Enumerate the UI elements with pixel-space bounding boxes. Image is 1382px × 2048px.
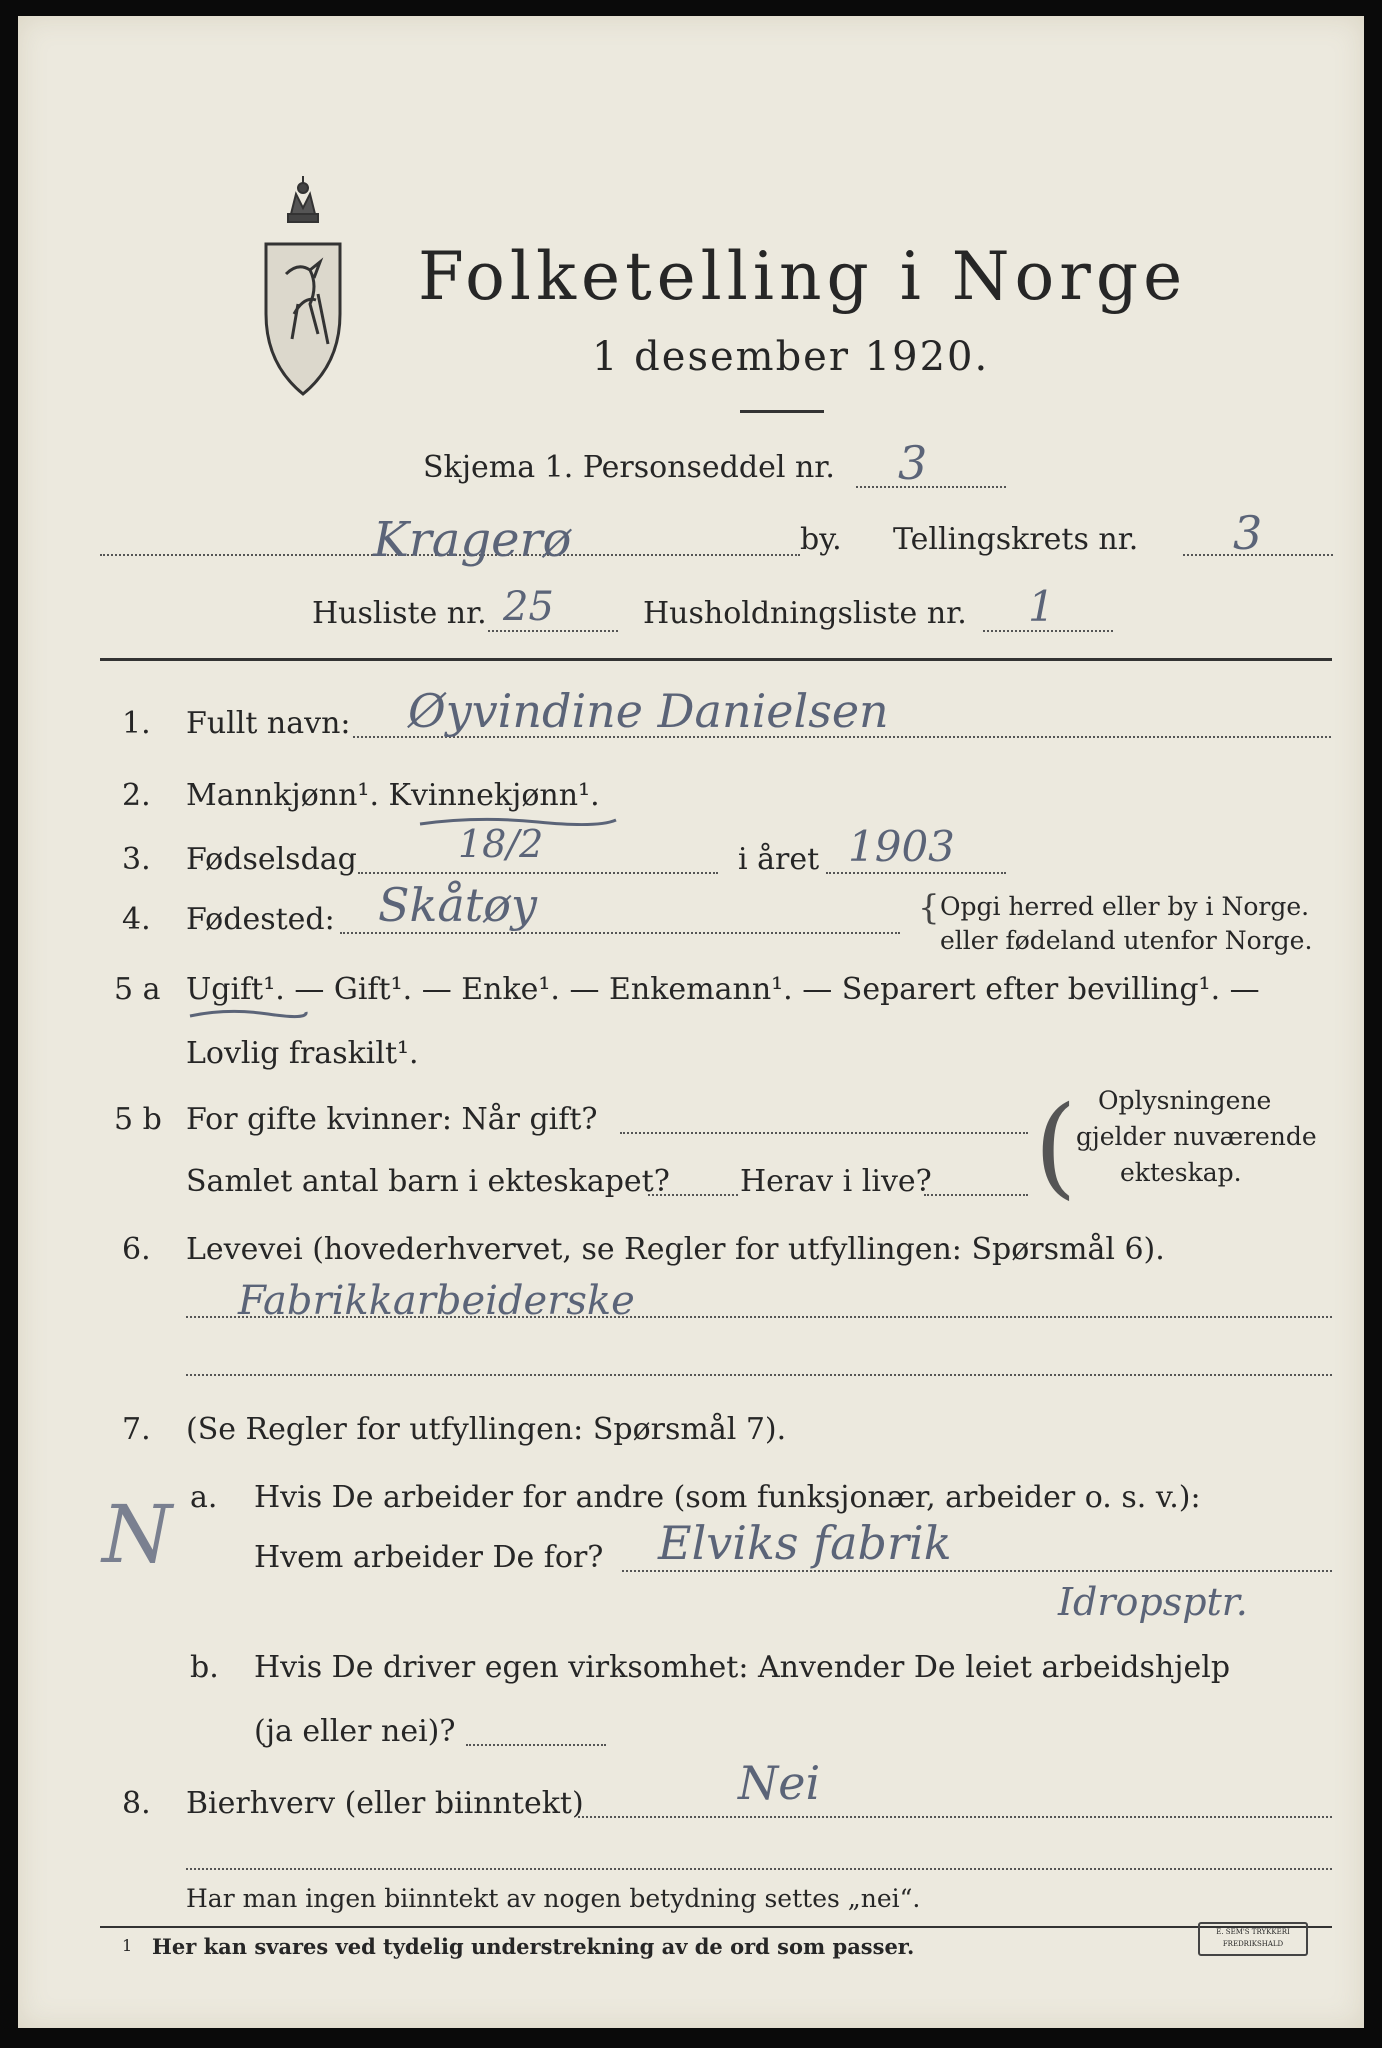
norway-coat-of-arms-icon xyxy=(258,174,348,396)
skjema-label: Skjema 1. Personseddel nr. xyxy=(423,450,835,485)
tellingskrets-label: Tellingskrets nr. xyxy=(893,522,1139,557)
footnote-text: Her kan svares ved tydelig understrekning av de ord som passer. xyxy=(152,1934,915,1959)
q5b-line1: For gifte kvinner: Når gift? xyxy=(186,1102,598,1137)
tellingskrets-value[interactable]: 3 xyxy=(1233,506,1263,560)
q3-number: 3. xyxy=(122,842,151,877)
husliste-label: Husliste nr. xyxy=(312,596,487,631)
q4-note-line2: eller fødeland utenfor Norge. xyxy=(940,926,1313,955)
q1-number: 1. xyxy=(122,706,151,741)
employer-value-continued[interactable]: Idropsptr. xyxy=(1058,1580,1248,1624)
q7a-line1: Hvis De arbeider for andre (som funksjonær, arbeider o. s. v.): xyxy=(254,1480,1201,1515)
children-alive-field[interactable] xyxy=(924,1194,1028,1196)
q7b-letter: b. xyxy=(190,1650,219,1685)
footer-separator xyxy=(100,1926,1332,1928)
employer-value[interactable]: Elviks fabrik xyxy=(658,1516,952,1570)
q8-line xyxy=(578,1816,1332,1818)
skjema-line xyxy=(856,486,1006,488)
q7-label: (Se Regler for utfyllingen: Spørsmål 7). xyxy=(186,1412,787,1447)
husliste-value[interactable]: 25 xyxy=(503,584,554,630)
full-name-value[interactable]: Øyvindine Danielsen xyxy=(408,684,889,738)
footer-note: Har man ingen biinntekt av nogen betydning settes „nei“. xyxy=(186,1884,921,1913)
q7b-answer-field[interactable] xyxy=(466,1744,606,1746)
children-count-field[interactable] xyxy=(648,1194,738,1196)
q3-day-line xyxy=(358,872,718,874)
occupation-value[interactable]: Fabrikkarbeiderske xyxy=(238,1278,635,1324)
q1-label: Fullt navn: xyxy=(186,706,351,741)
q7a-line xyxy=(622,1570,1332,1572)
form-title: Folketelling i Norge xyxy=(418,238,1188,315)
q2-label: Mannkjønn¹. Kvinnekjønn¹. xyxy=(186,778,600,813)
q5b-bracket: ( xyxy=(1034,1082,1077,1210)
q8-label: Bierhverv (eller biinntekt) xyxy=(186,1786,584,1821)
q7a-letter: a. xyxy=(190,1480,218,1515)
title-divider xyxy=(740,410,824,413)
q7-number: 7. xyxy=(122,1412,151,1447)
margin-mark: N xyxy=(102,1488,172,1581)
husliste-line xyxy=(488,630,618,632)
birthplace-value[interactable]: Skåtøy xyxy=(378,878,537,932)
q7a-line2: Hvem arbeider De for? xyxy=(254,1540,604,1575)
header-separator xyxy=(100,658,1332,661)
q6-line1 xyxy=(186,1316,1332,1318)
q4-number: 4. xyxy=(122,902,151,937)
form-date: 1 desember 1920. xyxy=(592,334,990,380)
q5b-line2a: Samlet antal barn i ekteskapet? xyxy=(186,1164,670,1199)
q5b-number: 5 b xyxy=(114,1102,162,1137)
q6-line2 xyxy=(186,1374,1332,1376)
q4-note-line1: Opgi herred eller by i Norge. xyxy=(940,892,1310,921)
q8-line2 xyxy=(186,1868,1332,1870)
birthday-value[interactable]: 18/2 xyxy=(458,822,544,866)
q6-label: Levevei (hovederhvervet, se Regler for utfyllingen: Spørsmål 6). xyxy=(186,1232,1165,1267)
q3-label: Fødselsdag xyxy=(186,842,357,877)
footnote-number: 1 xyxy=(122,1936,133,1955)
birth-year-value[interactable]: 1903 xyxy=(848,822,955,871)
married-date-field[interactable] xyxy=(620,1132,1028,1134)
q2-number: 2. xyxy=(122,778,151,813)
q5b-line2b: Herav i live? xyxy=(740,1164,932,1199)
q6-number: 6. xyxy=(122,1232,151,1267)
skjema-value[interactable]: 3 xyxy=(898,436,928,490)
q5b-note3: ekteskap. xyxy=(1120,1158,1242,1187)
q4-brace: { xyxy=(918,888,940,928)
census-form xyxy=(18,16,1364,2028)
q4-label: Fødested: xyxy=(186,902,335,937)
q5a-line1: Ugift¹. — Gift¹. — Enke¹. — Enkemann¹. — Separert efter bevilling¹. — xyxy=(186,972,1260,1007)
husholdning-value[interactable]: 1 xyxy=(1028,582,1055,631)
by-label: by. xyxy=(800,522,842,557)
printer-stamp-line1: E. SEM'S TRYKKERI xyxy=(1216,1928,1290,1936)
q8-number: 8. xyxy=(122,1786,151,1821)
q5b-note1: Oplysningene xyxy=(1098,1086,1272,1115)
q5a-line2: Lovlig fraskilt¹. xyxy=(186,1036,419,1071)
printer-stamp-line2: FREDRIKSHALD xyxy=(1222,1940,1284,1948)
q5b-note2: gjelder nuværende xyxy=(1076,1122,1317,1151)
printer-stamp xyxy=(1198,1922,1308,1956)
side-income-value[interactable]: Nei xyxy=(738,1756,821,1810)
q3-year-label: i året xyxy=(738,842,820,877)
ugift-underline xyxy=(188,1006,308,1022)
q5a-number: 5 a xyxy=(114,972,161,1007)
husholdning-label: Husholdningsliste nr. xyxy=(643,596,967,631)
q3-year-line xyxy=(826,872,1006,874)
q4-line xyxy=(340,932,900,934)
q7b-line1: Hvis De driver egen virksomhet: Anvender De leiet arbeidshjelp xyxy=(254,1650,1231,1685)
q7b-line2: (ja eller nei)? xyxy=(254,1714,456,1749)
by-value[interactable]: Kragerø xyxy=(373,512,572,568)
